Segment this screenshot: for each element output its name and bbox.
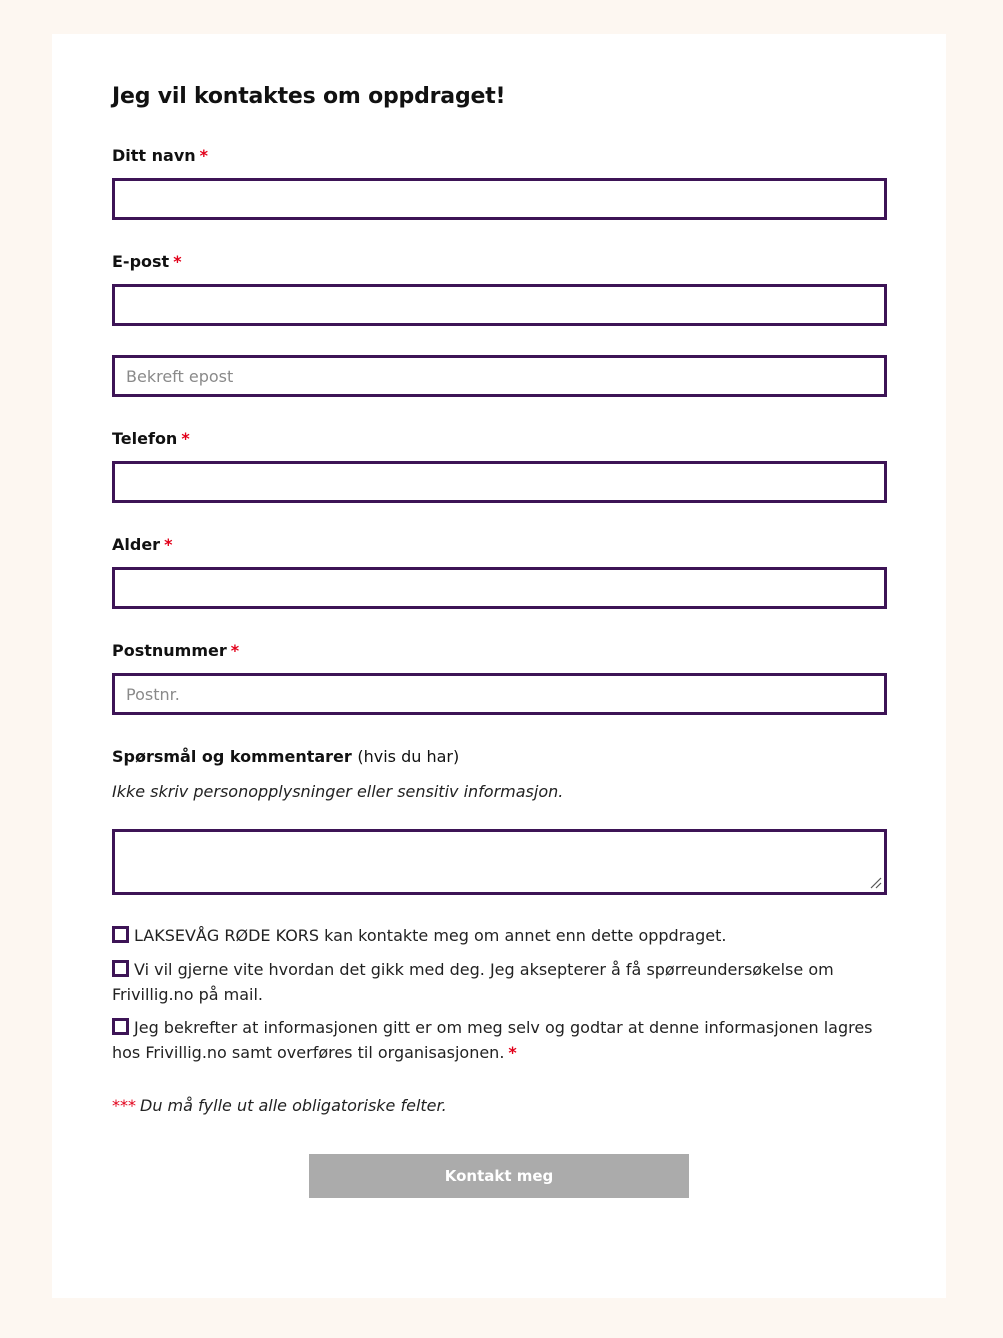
name-input[interactable] (112, 178, 887, 220)
email-input[interactable] (112, 284, 887, 326)
comments-textarea[interactable] (112, 829, 887, 895)
phone-input[interactable] (112, 461, 887, 503)
comments-label (112, 747, 459, 766)
postal-code-label (112, 641, 239, 660)
consent-contact-other (112, 923, 892, 948)
form-title: Jeg vil kontaktes om oppdraget! (112, 84, 506, 109)
consent-data-confirm-required-marker: * (508, 1043, 517, 1062)
required-notice (112, 1096, 447, 1115)
age-label (112, 535, 172, 554)
email-label-text: E-post (112, 252, 170, 271)
required-notice-stars: *** (112, 1096, 136, 1115)
required-notice-text: Du må fylle ut alle obligatoriske felter. (140, 1096, 447, 1115)
name-label (112, 146, 208, 165)
postal-code-required-marker: * (230, 641, 240, 660)
age-required-marker: * (164, 535, 173, 554)
contact-form-card (52, 34, 946, 1298)
consent-survey-checkbox[interactable] (112, 960, 129, 977)
email-confirm-input[interactable] (112, 355, 887, 397)
name-label-text: Ditt navn (112, 146, 196, 165)
contact-me-button[interactable]: Kontakt meg (309, 1154, 689, 1198)
consent-data-confirm-text: Jeg bekrefter at informasjonen gitt er om meg selv og godtar at denne informasjonen lagres hos Frivillig.no samt overføres til organisasjonen. (112, 1018, 873, 1062)
comments-label-suffix: (hvis du har) (357, 747, 460, 766)
phone-label-text: Telefon (112, 429, 178, 448)
phone-label (112, 429, 190, 448)
resize-grip-icon[interactable] (868, 875, 882, 889)
consent-contact-other-text: LAKSEVÅG RØDE KORS kan kontakte meg om annet enn dette oppdraget. (134, 926, 727, 945)
comments-hint: Ikke skriv personopplysninger eller sensitiv informasjon. (112, 782, 564, 801)
email-required-marker: * (173, 252, 182, 271)
age-input[interactable] (112, 567, 887, 609)
consent-survey (112, 957, 892, 1007)
postal-code-label-text: Postnummer (112, 641, 227, 660)
consent-data-confirm (112, 1015, 892, 1065)
postal-code-input[interactable] (112, 673, 887, 715)
age-label-text: Alder (112, 535, 161, 554)
phone-required-marker: * (181, 429, 190, 448)
comments-label-text: Spørsmål og kommentarer (112, 747, 352, 766)
consent-data-confirm-checkbox[interactable] (112, 1018, 129, 1035)
name-required-marker: * (199, 146, 209, 165)
consent-contact-other-checkbox[interactable] (112, 926, 129, 943)
email-label (112, 252, 182, 271)
consent-survey-text: Vi vil gjerne vite hvordan det gikk med deg. Jeg aksepterer å få spørreundersøkelse om Frivillig.no på mail. (112, 960, 834, 1004)
